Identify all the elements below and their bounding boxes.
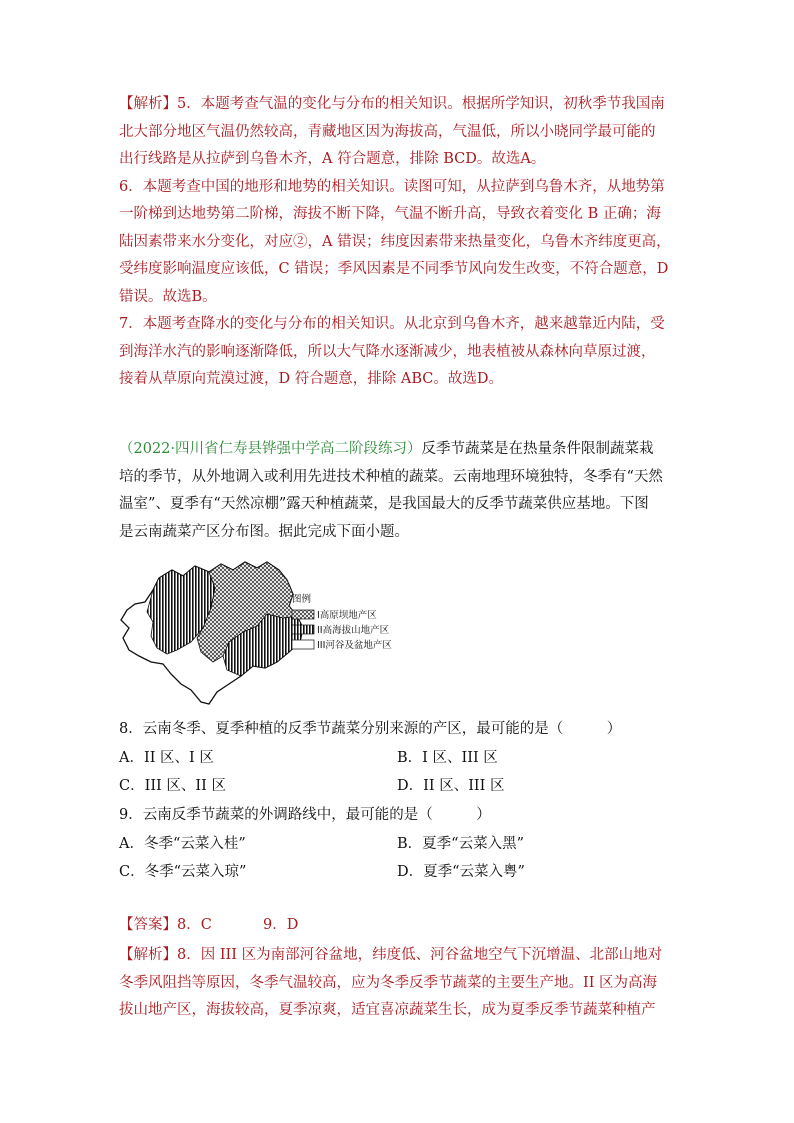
- q9-option-c[interactable]: C．冬季“云菜入琼”: [119, 864, 247, 880]
- analysis-line: 北大部分地区气温仍然较高，青藏地区因为海拔高，气温低，所以小晓同学最可能的: [119, 123, 656, 140]
- analysis-line: 7．本题考查降水的变化与分布的相关知识。从北京到乌鲁木齐，越来越靠近内陆，受: [119, 316, 665, 332]
- analysis-line: 出行线路是从拉萨到乌鲁木齐，A 符合题意，排除 BCD。故选A。: [119, 151, 546, 167]
- answer-q9: 9．D: [263, 917, 299, 933]
- legend-item-ii: II高海拔山地产区: [317, 625, 390, 636]
- yunnan-vegetable-region-map: [117, 558, 417, 708]
- answer-q8: 8．C: [177, 917, 212, 933]
- legend-title: 图例: [292, 594, 312, 605]
- map-legend: [292, 593, 392, 651]
- analysis-tag: 【解析】: [119, 947, 177, 963]
- question-source: （2022·四川省仁寿县铧强中学高二阶段练习）: [119, 441, 422, 457]
- analysis-line: 拔山地产区，海拔较高，夏季凉爽，适宜喜凉蔬菜生长，成为夏季反季节蔬菜种植产: [119, 1002, 656, 1018]
- analysis-q8-9: [119, 942, 679, 1025]
- analysis-line: 6．本题考查中国的地形和地势的相关知识。读图可知，从拉萨到乌鲁木齐，从地势第: [119, 178, 665, 195]
- q8-option-b[interactable]: B．I 区、III 区: [397, 750, 498, 766]
- legend-swatch-i: [292, 610, 314, 619]
- analysis-q5-7: [119, 91, 679, 394]
- analysis-line: 一阶梯到达地势第二阶梯，海拔不断下降，气温不断升高，导致衣着变化 B 正确；海: [119, 206, 661, 222]
- q8-option-d[interactable]: D．II 区、III 区: [397, 778, 505, 794]
- analysis-line: 【解析】8．因 III 区为南部河谷盆地，纬度低、河谷盆地空气下沉增温、北部山地对: [119, 947, 663, 963]
- q8-stem: 8．云南冬季、夏季种植的反季节蔬菜分别来源的产区，最可能的是（ ）: [119, 721, 622, 737]
- q9-option-b[interactable]: B．夏季“云菜入黑”: [397, 836, 524, 852]
- question-intro: （2022·四川省仁寿县铧强中学高二阶段练习）反季节蔬菜是在热量条件限制蔬菜栽 培的季节，从外地调入或利用先进技术种植的蔬菜。云南地理环境独特，冬季有“天然 温室”、夏季有“天然凉棚”露天种植蔬菜，是我国最大的反季节蔬菜供应基地。下图 是云南蔬菜产区分布图。据此完成下面小题。: [119, 441, 663, 540]
- analysis-line: 接着从草原向荒漠过渡，D 符合题意，排除 ABC。故选D。: [119, 371, 503, 387]
- q8-option-c[interactable]: C．III 区、II 区: [119, 778, 226, 794]
- legend-swatch-iii: [292, 640, 314, 649]
- q9-option-a[interactable]: A．冬季“云菜入桂”: [119, 836, 246, 852]
- legend-item-i: I高原坝地产区: [317, 610, 377, 621]
- analysis-line: 受纬度影响温度应该低，C 错误；季风因素是不同季节风向发生改变，不符合题意，D: [119, 261, 669, 277]
- q8-option-a[interactable]: A．II 区、I 区: [119, 750, 214, 766]
- answer-tag: 【答案】: [119, 917, 177, 933]
- analysis-line: 到海洋水汽的影响逐渐降低，所以大气降水逐渐减少，地表植被从森林向草原过渡，: [119, 343, 656, 360]
- legend-item-iii: III河谷及盆地产区: [317, 640, 392, 651]
- legend-swatch-ii: [292, 625, 314, 634]
- analysis-line: 错误。故选B。: [119, 288, 217, 305]
- analysis-tag: 【解析】: [119, 96, 177, 112]
- analysis-line: 陆因素带来水分变化，对应②，A 错误；纬度因素带来热量变化，乌鲁木齐纬度更高，: [119, 233, 671, 250]
- analysis-line: 【解析】5．本题考查气温的变化与分布的相关知识。根据所学知识，初秋季节我国南: [119, 96, 665, 112]
- q9-stem: 9．云南反季节蔬菜的外调路线中，最可能的是（ ）: [119, 807, 491, 823]
- analysis-line: 冬季风阻挡等原因，冬季气温较高，应为冬季反季节蔬菜的主要生产地。II 区为高海: [119, 974, 658, 991]
- q9-option-d[interactable]: D．夏季“云菜入粤”: [397, 864, 525, 880]
